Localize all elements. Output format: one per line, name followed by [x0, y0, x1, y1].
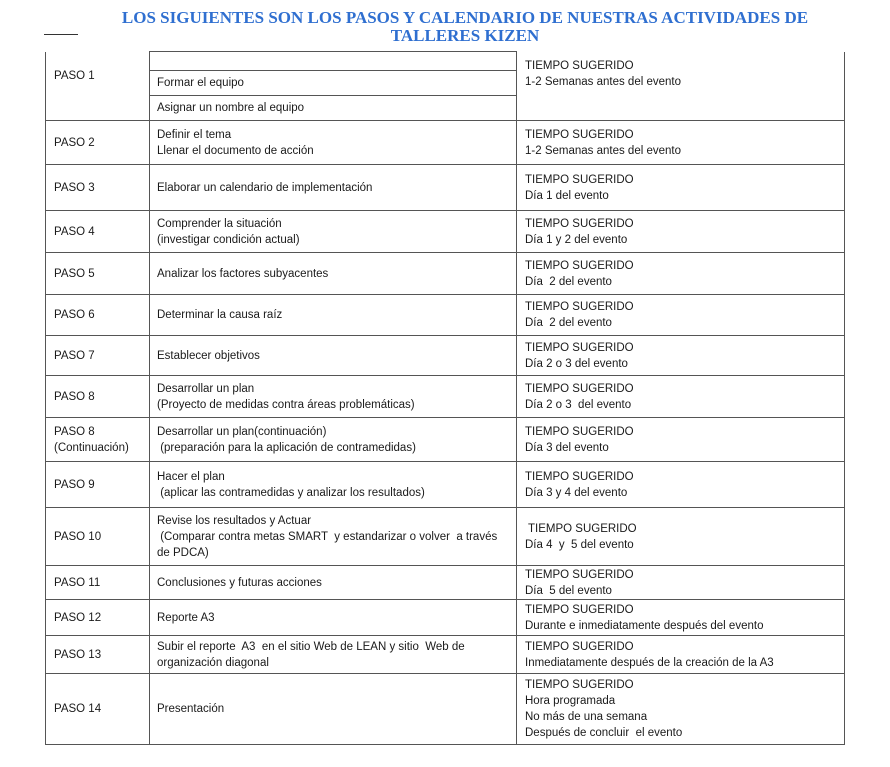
activity-text: organización diagonal — [157, 656, 269, 669]
step-label: PASO 4 — [54, 225, 95, 238]
time-text: TIEMPO SUGERIDO — [525, 128, 634, 141]
time-text: Día 5 del evento — [525, 584, 612, 597]
activity-text: (preparación para la aplicación de contramedidas) — [157, 441, 416, 454]
title-line-1: LOS SIGUIENTES SON LOS PASOS Y CALENDARIO DE NUESTRAS ACTIVIDADES DE — [121, 8, 809, 27]
activity-text: Asignar un nombre al equipo — [150, 95, 516, 120]
time-text: Día 4 y 5 del evento — [525, 538, 634, 551]
step-cell — [46, 165, 150, 211]
time-text: Día 1 del evento — [525, 189, 609, 202]
time-text: Día 3 y 4 del evento — [525, 486, 628, 499]
activity-text: Determinar la causa raíz — [157, 309, 283, 321]
activity-text: Definir el tema — [157, 128, 232, 141]
activity-text: Establecer objetivos — [157, 349, 260, 362]
table-row — [46, 674, 845, 745]
steps-table — [45, 51, 845, 745]
time-text: 1-2 Semanas antes del evento — [525, 75, 681, 88]
activity-cell — [150, 674, 517, 745]
activity-text: Comprender la situación — [157, 217, 282, 230]
activity-cell — [150, 336, 517, 376]
activity-cell — [150, 636, 517, 674]
time-cell — [517, 336, 845, 376]
time-cell — [517, 566, 845, 600]
activity-text: Reporte A3 — [157, 611, 215, 624]
time-cell — [517, 165, 845, 211]
activity-cell — [150, 600, 517, 636]
time-text: TIEMPO SUGERIDO — [525, 679, 634, 691]
table-row — [46, 253, 845, 295]
activity-text: Formar el equipo — [150, 70, 516, 95]
step-label: PASO 13 — [54, 648, 102, 661]
step-cell — [46, 636, 150, 674]
step-label: PASO 3 — [54, 181, 95, 194]
activity-text: Llenar el documento de acción — [157, 144, 314, 157]
activity-text: Conclusiones y futuras acciones — [157, 576, 322, 589]
time-cell — [517, 211, 845, 253]
time-text: TIEMPO SUGERIDO — [525, 568, 634, 581]
time-text: 1-2 Semanas antes del evento — [525, 144, 681, 157]
time-cell — [517, 253, 845, 295]
activity-text: Subir el reporte A3 en el sitio Web de LEAN y sitio Web de — [157, 640, 465, 653]
step-label: PASO 10 — [54, 530, 102, 543]
time-cell — [517, 600, 845, 636]
time-text: TIEMPO SUGERIDO — [525, 470, 634, 483]
activity-text: Desarrollar un plan — [157, 382, 255, 395]
activity-text: Analizar los factores subyacentes — [157, 267, 329, 280]
activity-text: Revise los resultados y Actuar — [157, 514, 312, 527]
time-text: Después de concluir el evento — [525, 727, 683, 739]
time-text: Día 2 o 3 del evento — [525, 357, 628, 370]
activity-cell — [150, 295, 517, 336]
step-label: PASO 7 — [54, 349, 95, 362]
time-text: Día 2 o 3 del evento — [525, 398, 632, 411]
time-cell — [517, 52, 845, 121]
activity-cell — [150, 462, 517, 508]
steps-table-body — [46, 52, 845, 745]
step-label: PASO 11 — [54, 576, 101, 589]
time-text: Día 2 del evento — [525, 275, 612, 288]
activity-cell — [150, 253, 517, 295]
time-text: Día 1 y 2 del evento — [525, 233, 628, 246]
table-row — [46, 165, 845, 211]
time-text: TIEMPO SUGERIDO — [525, 341, 634, 354]
step-label: PASO 8 — [54, 390, 95, 403]
time-text: TIEMPO SUGERIDO — [525, 173, 634, 186]
step-label: PASO 1 — [54, 69, 95, 82]
time-text: Día 3 del evento — [525, 441, 609, 454]
table-row — [46, 211, 845, 253]
step-cell — [46, 674, 150, 745]
step-label: PASO 5 — [54, 267, 95, 280]
activity-cell — [150, 165, 517, 211]
step-cell — [46, 418, 150, 462]
activity-text: (investigar condición actual) — [157, 233, 300, 246]
time-cell — [517, 636, 845, 674]
step-cell — [46, 52, 150, 121]
time-text: TIEMPO SUGERIDO — [525, 59, 634, 72]
step-label: PASO 9 — [54, 478, 95, 491]
activity-cell — [150, 121, 517, 165]
time-text: TIEMPO SUGERIDO — [525, 640, 634, 653]
time-cell — [517, 121, 845, 165]
time-text: TIEMPO SUGERIDO — [525, 522, 637, 535]
table-row — [46, 418, 845, 462]
activity-blank — [150, 52, 516, 70]
time-cell — [517, 462, 845, 508]
header-rule — [44, 34, 78, 35]
time-text: Hora programada — [525, 695, 616, 707]
time-text: TIEMPO SUGERIDO — [525, 259, 634, 272]
table-row — [46, 295, 845, 336]
step-cell — [46, 253, 150, 295]
time-text: TIEMPO SUGERIDO — [525, 603, 634, 616]
table-row — [46, 376, 845, 418]
table-row — [46, 336, 845, 376]
table-row — [46, 600, 845, 636]
time-cell — [517, 295, 845, 336]
activity-cell — [150, 566, 517, 600]
time-cell — [517, 376, 845, 418]
activity-cell — [150, 376, 517, 418]
step-cell — [46, 566, 150, 600]
table-row — [46, 462, 845, 508]
activity-cell — [150, 52, 517, 121]
table-row — [46, 121, 845, 165]
activity-cell — [150, 211, 517, 253]
table-row — [46, 508, 845, 566]
activity-text: Elaborar un calendario de implementación — [157, 181, 373, 194]
time-text: TIEMPO SUGERIDO — [525, 301, 634, 313]
time-cell — [517, 508, 845, 566]
step-label: PASO 2 — [54, 136, 95, 149]
activity-cell — [150, 508, 517, 566]
step-cell — [46, 295, 150, 336]
step-cell — [46, 336, 150, 376]
step-cell — [46, 508, 150, 566]
step-label: PASO 14 — [54, 703, 102, 715]
activity-text: (Proyecto de medidas contra áreas problemáticas) — [157, 398, 415, 411]
table-row — [46, 566, 845, 600]
table-row — [46, 636, 845, 674]
step-cell — [46, 376, 150, 418]
activity-text: (aplicar las contramedidas y analizar los resultados) — [157, 486, 425, 499]
time-text: Día 2 del evento — [525, 317, 612, 329]
time-cell — [517, 418, 845, 462]
step-cell — [46, 462, 150, 508]
activity-text: (Comparar contra metas SMART y estandarizar o volver a través — [157, 530, 498, 543]
title-line-2: TALLERES KIZEN — [390, 26, 540, 45]
time-text: Durante e inmediatamente después del evento — [525, 619, 764, 632]
time-text: TIEMPO SUGERIDO — [525, 382, 634, 395]
step-label: PASO 12 — [54, 611, 102, 624]
activity-text: Hacer el plan — [157, 470, 225, 483]
step-label: PASO 8 — [54, 425, 95, 438]
step-cell — [46, 211, 150, 253]
time-cell — [517, 674, 845, 745]
time-text: No más de una semana — [525, 711, 648, 723]
step-cell — [46, 121, 150, 165]
activity-text: Presentación — [157, 703, 225, 715]
step-cell — [46, 600, 150, 636]
activity-text: Desarrollar un plan(continuación) — [157, 425, 327, 438]
time-text: TIEMPO SUGERIDO — [525, 217, 634, 230]
step-label: (Continuación) — [54, 441, 129, 454]
table-row — [46, 52, 845, 121]
activity-text: de PDCA) — [157, 546, 209, 559]
activity-cell — [150, 418, 517, 462]
time-text: Inmediatamente después de la creación de la A3 — [525, 656, 774, 669]
time-text: TIEMPO SUGERIDO — [525, 425, 634, 438]
page-title — [40, 9, 890, 45]
step-label: PASO 6 — [54, 309, 95, 321]
